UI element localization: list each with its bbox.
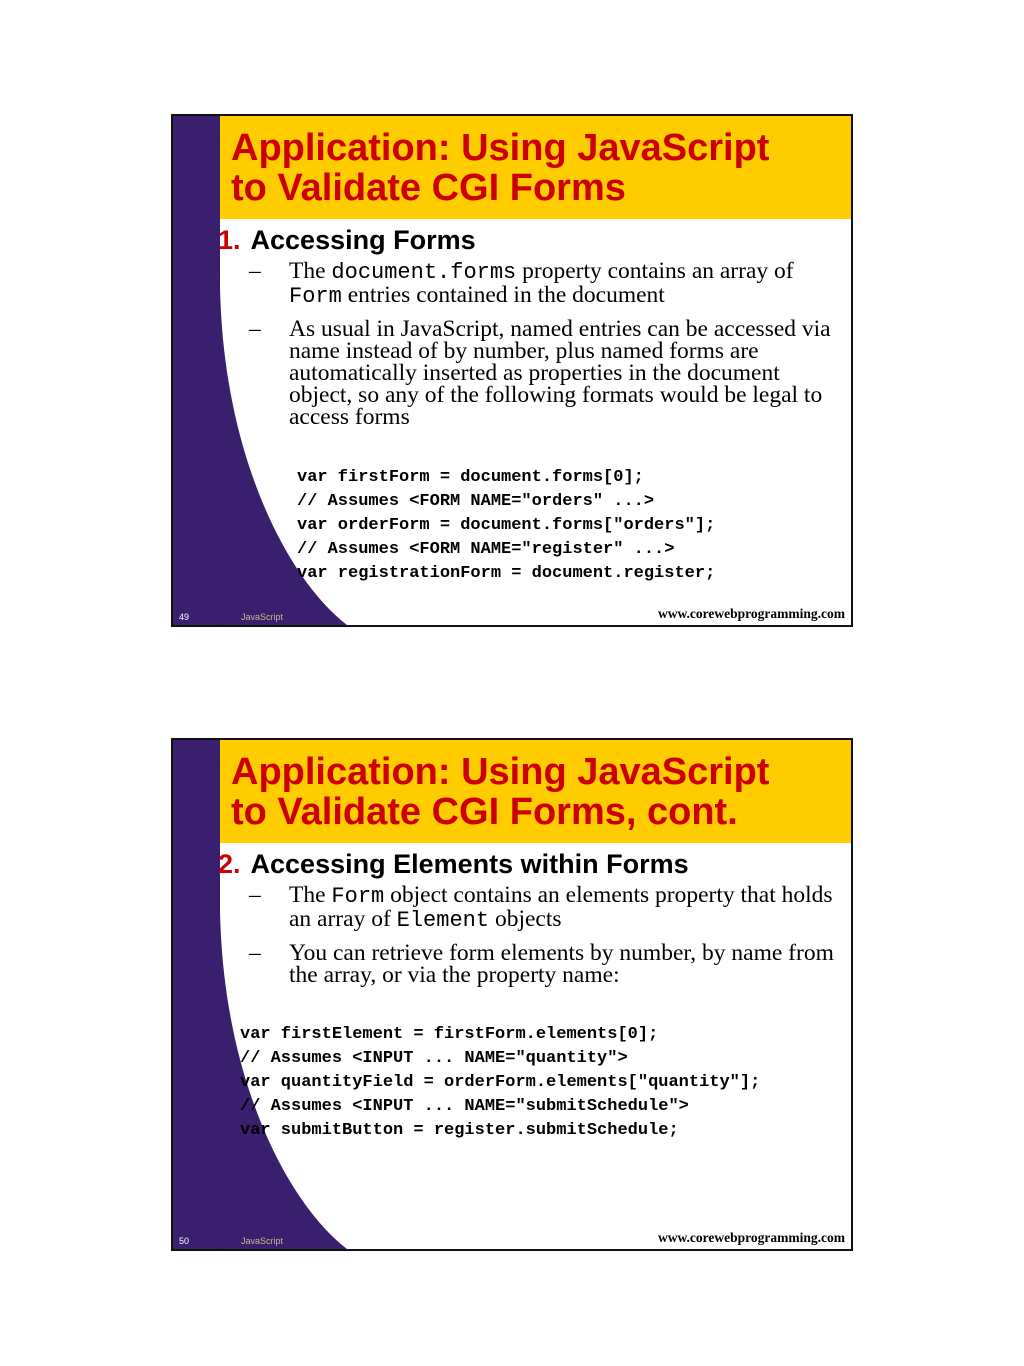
section-heading (218, 225, 476, 255)
code-block: var firstElement = firstForm.elements[0]; // Assumes <INPUT ... NAME="quantity"> var quantityField = orderForm.elements["quantity"]; // Assumes <INPUT ... NAME="submitSchedule"> var submitButton = register.submitSchedule; (240, 1025, 761, 1140)
bullet-dash: – (249, 316, 261, 342)
bullet-list (249, 260, 839, 438)
slide-title-line-1: Application: Using JavaScript (231, 751, 770, 793)
slide-title-line-2: to Validate CGI Forms, cont. (231, 791, 738, 833)
code-term: Element (396, 908, 490, 933)
slide-49 (171, 114, 853, 627)
section-heading (218, 849, 689, 879)
slide-50 (171, 738, 853, 1251)
footer-url: www.corewebprogramming.com (658, 606, 845, 621)
bullet-item (249, 884, 839, 932)
bullet-dash: – (249, 940, 261, 966)
footer-url: www.corewebprogramming.com (658, 1230, 845, 1245)
code-term: document.forms (331, 260, 517, 285)
bullet-text: The (289, 258, 332, 284)
bullet-dash: – (249, 258, 261, 284)
bullet-dash: – (249, 882, 261, 908)
slide-number: 50 (179, 1236, 190, 1246)
section-heading-text: Accessing Elements within Forms (250, 849, 689, 879)
bullet-text: The (289, 882, 332, 908)
bullet-text: property contains an array of (516, 258, 794, 284)
bullet-item (249, 318, 839, 428)
footer-topic: JavaScript (241, 612, 284, 622)
section-heading-text: Accessing Forms (250, 225, 476, 255)
slide-title (231, 128, 841, 208)
code-term: Form (289, 284, 342, 309)
bullet-text: object contains an elements property that holds an array of (289, 882, 833, 932)
bullet-text: objects (489, 906, 562, 932)
bullet-text: As usual in JavaScript, named entries can be accessed via name instead of by number, plus named forms are automatically inserted as properties in the document object, so any of the following formats would be legal to access forms (289, 316, 831, 430)
slide-title-line-1: Application: Using JavaScript (231, 127, 770, 169)
code-block: var firstForm = document.forms[0]; // Assumes <FORM NAME="orders" ...> var orderForm = document.forms["orders"]; // Assumes <FORM NAME="register" ...> var registrationForm = document.register; (297, 468, 716, 583)
slide-title-line-2: to Validate CGI Forms (231, 167, 626, 209)
bullet-item (249, 942, 839, 986)
bullet-text: You can retrieve form elements by number, by name from the array, or via the property name: (289, 940, 834, 988)
bullet-list (249, 884, 839, 996)
section-number: 1. (218, 225, 241, 255)
slide-title (231, 752, 841, 832)
section-number: 2. (218, 849, 241, 879)
footer-topic: JavaScript (241, 1236, 284, 1246)
bullet-item (249, 260, 839, 308)
code-term: Form (331, 884, 385, 909)
bullet-text: entries contained in the document (341, 282, 665, 308)
slide-number: 49 (179, 612, 190, 622)
